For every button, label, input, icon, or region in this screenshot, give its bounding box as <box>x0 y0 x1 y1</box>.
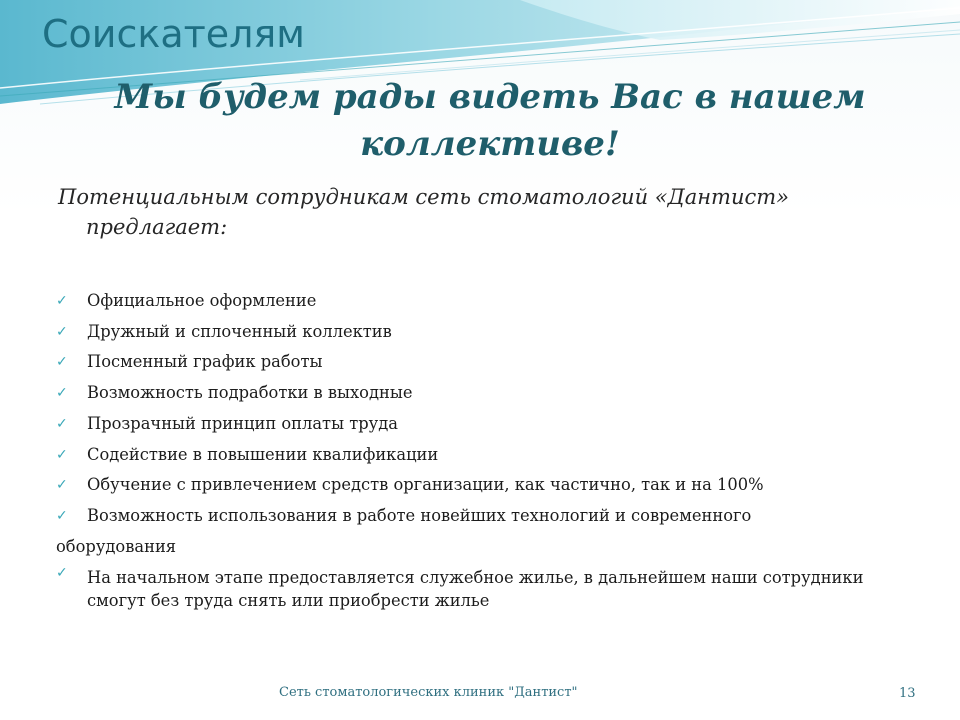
list-item <box>56 317 916 348</box>
list-item <box>56 562 916 612</box>
list-item-text: На начальном этапе предоставляется служебное жилье, в дальнейшем наши сотрудники смогут без труда снять или приобрести жилье <box>87 568 864 611</box>
check-icon: ✓ <box>56 565 68 582</box>
check-icon: ✓ <box>56 354 68 371</box>
slide-heading: Соискателям <box>42 12 305 56</box>
list-item-text: Дружный и сплоченный коллектив <box>87 321 392 341</box>
list-item <box>56 440 916 471</box>
list-item <box>56 347 916 378</box>
check-icon: ✓ <box>56 507 68 524</box>
intro-text: Потенциальным сотрудникам сеть стоматологий «Дантист» предлагает: <box>58 185 790 239</box>
main-title: Мы будем рады видеть Вас в нашем коллективе! <box>114 77 866 164</box>
list-item-text: оборудования <box>56 536 177 556</box>
check-icon: ✓ <box>56 446 68 463</box>
list-item-continuation <box>56 532 916 563</box>
list-item <box>56 378 916 409</box>
list-item-text: Возможность использования в работе новейших технологий и современного <box>87 505 752 525</box>
list-item <box>56 286 916 317</box>
check-icon: ✓ <box>56 385 68 402</box>
list-item <box>56 501 916 532</box>
list-item <box>56 470 916 501</box>
check-icon: ✓ <box>56 293 68 309</box>
check-icon: ✓ <box>56 323 68 340</box>
list-item-text: Посменный график работы <box>87 352 323 372</box>
list-item-text: Возможность подработки в выходные <box>87 383 413 403</box>
list-item <box>56 409 916 440</box>
benefits-list <box>56 286 916 612</box>
list-item-text: Прозрачный принцип оплаты труда <box>87 413 398 433</box>
check-icon: ✓ <box>56 477 68 494</box>
check-icon: ✓ <box>56 415 68 432</box>
page-number: 13 <box>899 686 916 701</box>
list-item-text: Официальное оформление <box>87 291 317 310</box>
footer-text: Сеть стоматологических клиник "Дантист" <box>279 685 578 700</box>
list-item-text: Содействие в повышении квалификации <box>87 444 439 464</box>
list-item-text: Обучение с привлечением средств организации, как частично, так и на 100% <box>87 475 764 495</box>
